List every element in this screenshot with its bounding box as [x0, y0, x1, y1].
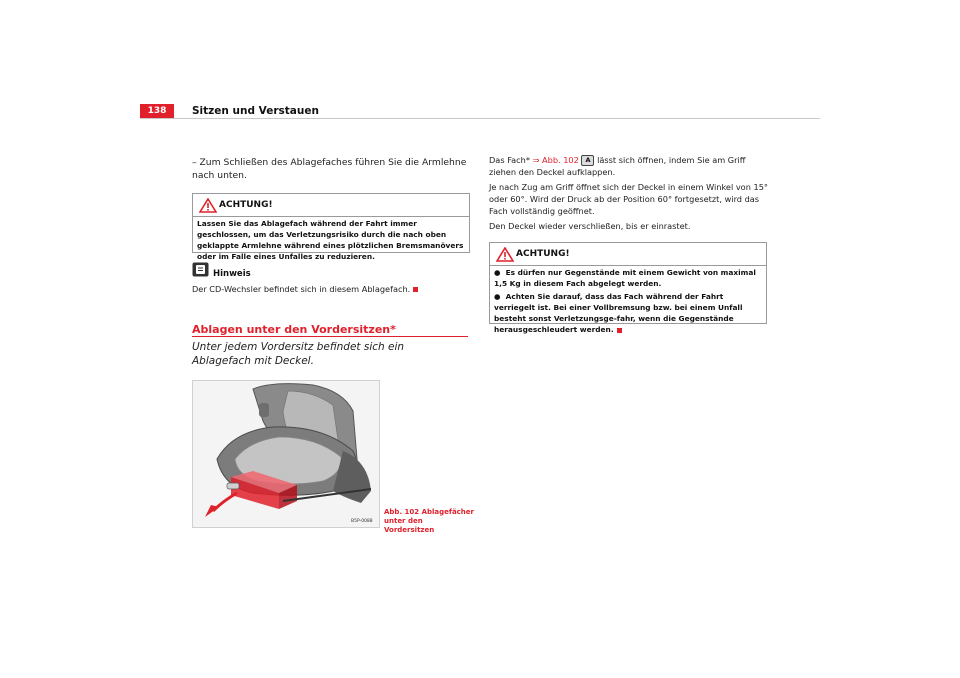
warning-text: Lassen Sie das Ablagefach während der Fahrt immer geschlossen, um das Verletzungsrisiko durch die nach oben geklappte Armlehne während eines plötzlichen Bremsmanövers oder im Falle eines Unfalles zu reduzieren.	[197, 219, 464, 261]
page-header-title: Sitzen und Verstauen	[192, 105, 319, 117]
paragraph-3: Den Deckel wieder verschließen, bis er einrastet.	[489, 221, 691, 231]
warning-bullet-1-text: Es dürfen nur Gegenstände mit einem Gewicht von maximal 1,5 Kg in diesem Fach abgelegt werden.	[494, 268, 756, 288]
paragraph-1-start: Das Fach*	[489, 155, 530, 165]
note-title: Hinweis	[213, 269, 251, 279]
warning-triangle-icon	[496, 247, 514, 262]
position-a-badge: A	[581, 155, 594, 166]
warning-bullet-2-text: Achten Sie darauf, dass das Fach während der Fahrt verriegelt ist. Bei einer Vollbremsung bzw. bei einem Unfall besteht sonst Verletzungsge-fahr, wenn die Gegenstände herausgeschleudert werden.	[494, 292, 743, 334]
note-text: Der CD-Wechsler befindet sich in diesem Ablagefach.	[192, 284, 411, 294]
end-marker	[413, 287, 418, 292]
section-title: Ablagen unter den Vordersitzen*	[192, 323, 396, 336]
note-text-row	[192, 283, 472, 295]
figure-reference-link[interactable]: ⇒ Abb. 102	[532, 155, 579, 165]
warning-triangle-icon	[199, 198, 217, 213]
section-intro: Unter jedem Vordersitz befindet sich ein Ablagefach mit Deckel.	[192, 341, 405, 367]
end-marker	[617, 328, 622, 333]
warning-divider	[193, 216, 469, 217]
paragraph-1-end: lässt sich öffnen, indem Sie am Griff ziehen den Deckel aufklappen.	[489, 155, 746, 177]
paragraph-2: Je nach Zug am Griff öffnet sich der Deckel in einem Winkel von 15° oder 60°. Wird der Druck ab der Position 60° fortgesetzt, wird das Fach vollständig geöffnet.	[489, 182, 768, 216]
note-icon	[192, 262, 209, 277]
bullet-dot: ●	[494, 292, 506, 301]
warning-box-right	[489, 242, 767, 334]
warning-bullet-2	[494, 291, 762, 335]
warning-title: ACHTUNG!	[516, 249, 570, 259]
warning-bullet-1	[494, 267, 762, 289]
page-number: 138	[140, 104, 174, 118]
bullet-dot: ●	[494, 268, 506, 277]
figure-code: B5P-0088	[351, 519, 373, 524]
figure-caption-line2: unter den Vordersitzen	[384, 517, 435, 534]
figure-seat-storage	[192, 380, 380, 528]
figure-caption-line1: Abb. 102 Ablagefächer	[384, 508, 474, 516]
warning-box-left	[192, 193, 470, 261]
paragraph-1	[489, 154, 767, 178]
warning-title: ACHTUNG!	[219, 200, 273, 210]
section-divider	[192, 336, 468, 337]
warning-divider	[490, 265, 766, 266]
instruction-step: – Zum Schließen des Ablagefaches führen Sie die Armlehne nach unten.	[192, 157, 467, 181]
seat-illustration	[193, 381, 379, 527]
figure-caption	[384, 508, 474, 535]
header-divider	[140, 118, 820, 119]
